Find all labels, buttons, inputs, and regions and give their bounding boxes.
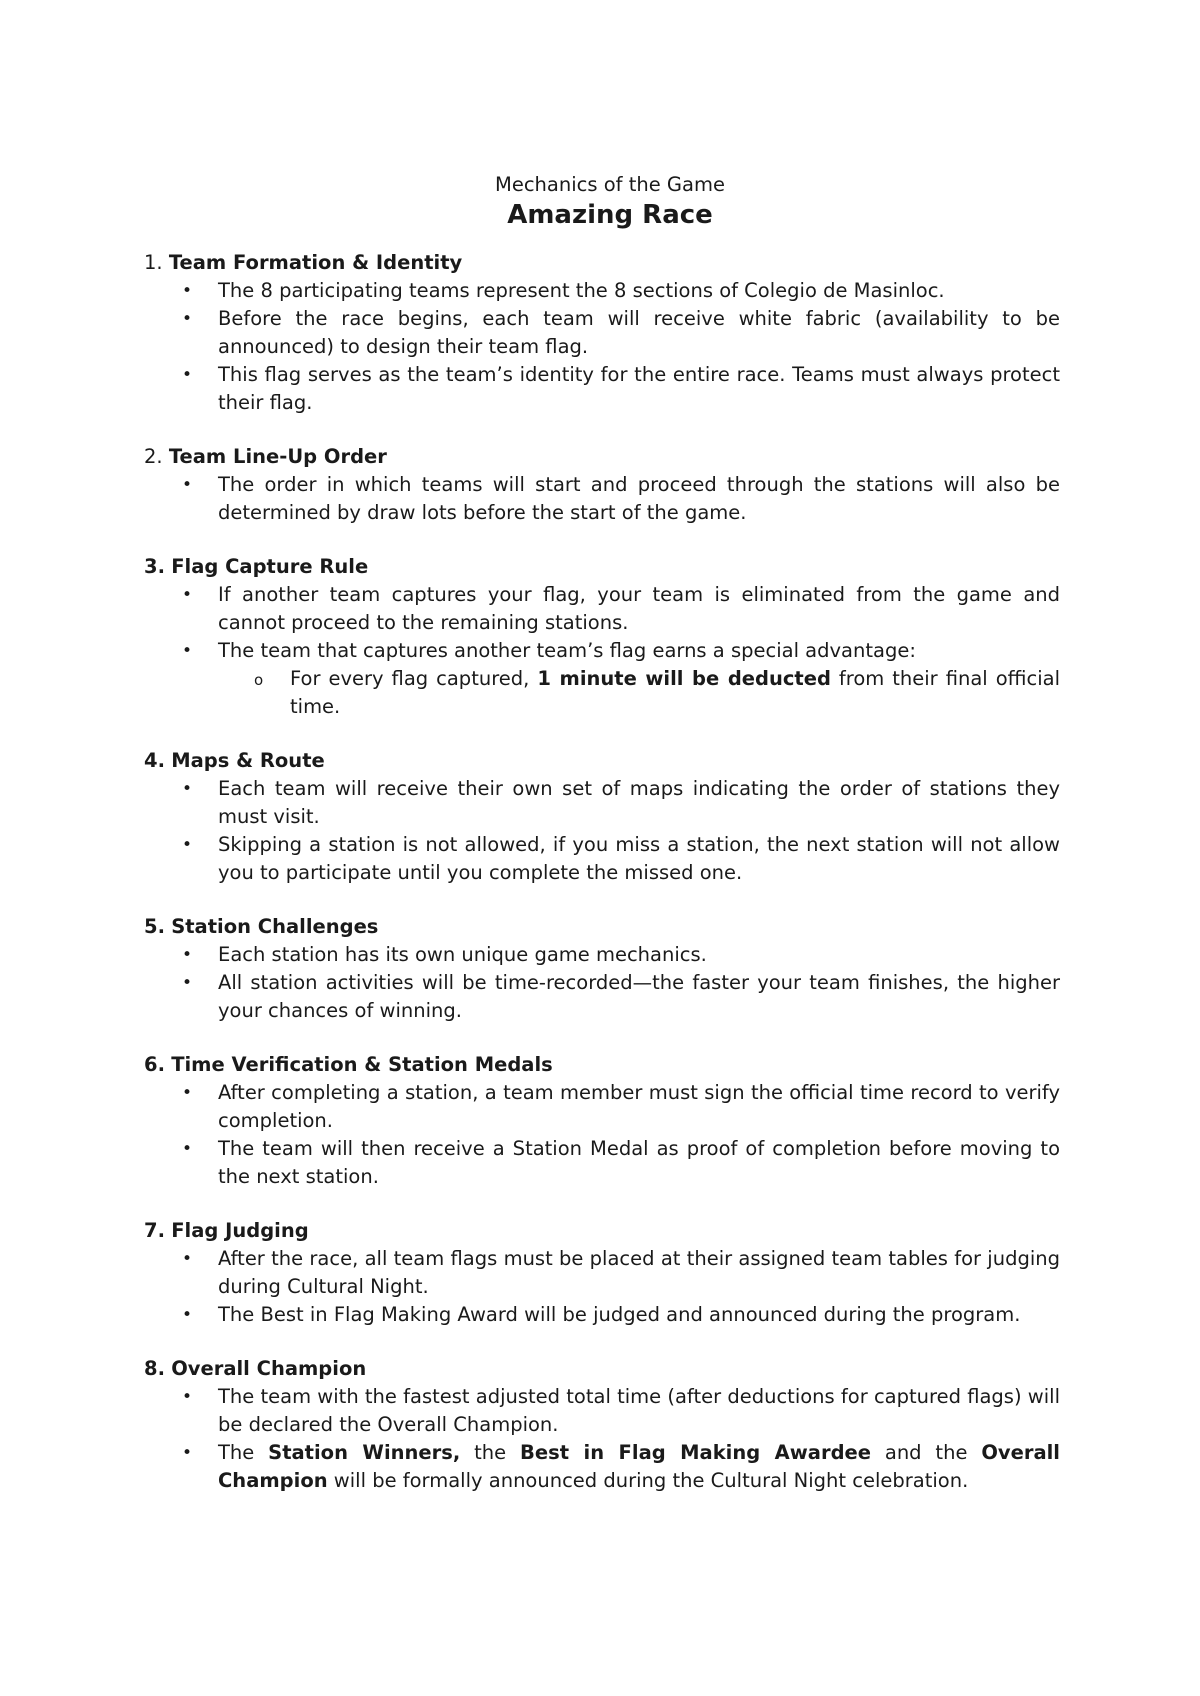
- list-item: [144, 941, 1060, 969]
- section-heading-text: Team Formation & Identity: [168, 251, 463, 274]
- text-run: After completing a station, a team member must sign the official time record to verify completion.: [218, 1081, 1060, 1132]
- bullet-icon: •: [182, 1305, 193, 1325]
- section-6: [144, 1051, 1060, 1191]
- bullet-icon: •: [182, 1443, 193, 1463]
- section-number: 7.: [144, 1219, 165, 1242]
- circle-bullet-icon: o: [254, 671, 264, 689]
- section-heading-text: Flag Judging: [171, 1219, 309, 1242]
- bullet-icon: •: [182, 365, 193, 385]
- section-heading-text: Flag Capture Rule: [171, 555, 369, 578]
- text-run: The 8 participating teams represent the 8 sections of Colegio de Masinloc.: [218, 279, 945, 302]
- list-item: [144, 581, 1060, 637]
- section-heading: [144, 443, 1060, 471]
- list-item: [144, 1135, 1060, 1191]
- section-number: 3.: [144, 555, 165, 578]
- section-heading-text: Maps & Route: [171, 749, 325, 772]
- text-run: Before the race begins, each team will receive white fabric (availability to be announced) to design their team flag.: [218, 307, 1060, 358]
- text-run: The order in which teams will start and proceed through the stations will also be determined by draw lots before the start of the game.: [218, 473, 1060, 524]
- section-heading: [144, 913, 1060, 941]
- list-item: [144, 775, 1060, 831]
- section-heading: [144, 747, 1060, 775]
- section-heading: [144, 553, 1060, 581]
- bullet-list: [144, 1079, 1060, 1191]
- bullet-icon: •: [182, 1249, 193, 1269]
- text-run: Each station has its own unique game mechanics.: [218, 943, 707, 966]
- section-heading: [144, 249, 1060, 277]
- text-run: The team with the fastest adjusted total time (after deductions for captured flags) will be declared the Overall Champion.: [218, 1385, 1060, 1436]
- section-heading: [144, 1051, 1060, 1079]
- list-item: [144, 1383, 1060, 1439]
- bullet-icon: •: [182, 973, 193, 993]
- text-run: The: [218, 1441, 269, 1464]
- section-5: [144, 913, 1060, 1025]
- text-run: For every flag captured,: [290, 667, 538, 690]
- bullet-icon: •: [182, 585, 193, 605]
- section-number: 6.: [144, 1053, 165, 1076]
- bullet-list: [144, 775, 1060, 887]
- section-heading-text: Station Challenges: [171, 915, 379, 938]
- bullet-icon: •: [182, 309, 193, 329]
- text-run: All station activities will be time-recorded—the faster your team finishes, the higher your chances of winning.: [218, 971, 1060, 1022]
- list-item: [144, 305, 1060, 361]
- list-item: [144, 1439, 1060, 1495]
- section-number: 2.: [144, 445, 163, 468]
- section-number: 5.: [144, 915, 165, 938]
- bullet-icon: •: [182, 281, 193, 301]
- section-4: [144, 747, 1060, 887]
- bullet-list: [144, 277, 1060, 417]
- list-item: [144, 471, 1060, 527]
- bold-text: Best in Flag Making Awardee: [520, 1441, 871, 1464]
- bold-text: 1 minute will be deducted: [537, 667, 831, 690]
- list-item: [144, 1301, 1060, 1329]
- list-item: [144, 831, 1060, 887]
- text-run: the: [460, 1441, 521, 1464]
- bold-text: Overall Champion: [218, 1441, 1060, 1492]
- text-run: After the race, all team flags must be placed at their assigned team tables for judging during Cultural Night.: [218, 1247, 1060, 1298]
- bullet-icon: •: [182, 945, 193, 965]
- section-heading-text: Team Line-Up Order: [168, 445, 387, 468]
- list-item: [144, 1079, 1060, 1135]
- section-number: 8.: [144, 1357, 165, 1380]
- section-number: 4.: [144, 749, 165, 772]
- list-item: [144, 361, 1060, 417]
- document-title: Amazing Race: [507, 200, 713, 230]
- bullet-icon: •: [182, 1083, 193, 1103]
- bullet-icon: •: [182, 475, 193, 495]
- sub-list-item: [218, 665, 1060, 721]
- section-heading-text: Overall Champion: [171, 1357, 367, 1380]
- text-run: If another team captures your flag, your team is eliminated from the game and cannot proceed to the remaining stations.: [218, 583, 1060, 634]
- section-heading-text: Time Verification & Station Medals: [171, 1053, 553, 1076]
- bullet-icon: •: [182, 641, 193, 661]
- bullet-list: [144, 1383, 1060, 1495]
- text-run: The team will then receive a Station Medal as proof of completion before moving to the next station.: [218, 1137, 1060, 1188]
- section-heading: [144, 1217, 1060, 1245]
- bullet-icon: •: [182, 1139, 193, 1159]
- section-2: [144, 443, 1060, 527]
- bullet-list: [144, 1245, 1060, 1329]
- text-run: will be formally announced during the Cultural Night celebration.: [327, 1469, 969, 1492]
- text-run: and the: [870, 1441, 982, 1464]
- bullet-icon: •: [182, 835, 193, 855]
- text-run: The team that captures another team’s flag earns a special advantage:: [218, 639, 916, 662]
- list-item: [144, 637, 1060, 721]
- section-3: [144, 553, 1060, 721]
- text-run: The Best in Flag Making Award will be judged and announced during the program.: [218, 1303, 1021, 1326]
- section-heading: [144, 1355, 1060, 1383]
- sections-container: [144, 249, 1060, 1495]
- list-item: [144, 277, 1060, 305]
- list-item: [144, 969, 1060, 1025]
- text-run: from their final official time.: [290, 667, 1060, 718]
- text-run: Each team will receive their own set of maps indicating the order of stations they must visit.: [218, 777, 1060, 828]
- section-1: [144, 249, 1060, 417]
- section-7: [144, 1217, 1060, 1329]
- text-run: This flag serves as the team’s identity for the entire race. Teams must always protect their flag.: [218, 363, 1060, 414]
- sub-bullet-list: [218, 665, 1060, 721]
- bullet-list: [144, 471, 1060, 527]
- bullet-icon: •: [182, 779, 193, 799]
- section-8: [144, 1355, 1060, 1495]
- bold-text: Station Winners,: [268, 1441, 461, 1464]
- text-run: Skipping a station is not allowed, if you miss a station, the next station will not allow you to participate until you complete the missed one.: [218, 833, 1060, 884]
- bullet-list: [144, 941, 1060, 1025]
- bullet-icon: •: [182, 1387, 193, 1407]
- section-number: 1.: [144, 251, 163, 274]
- list-item: [144, 1245, 1060, 1301]
- document-subtitle: Mechanics of the Game: [495, 173, 725, 196]
- bullet-list: [144, 581, 1060, 721]
